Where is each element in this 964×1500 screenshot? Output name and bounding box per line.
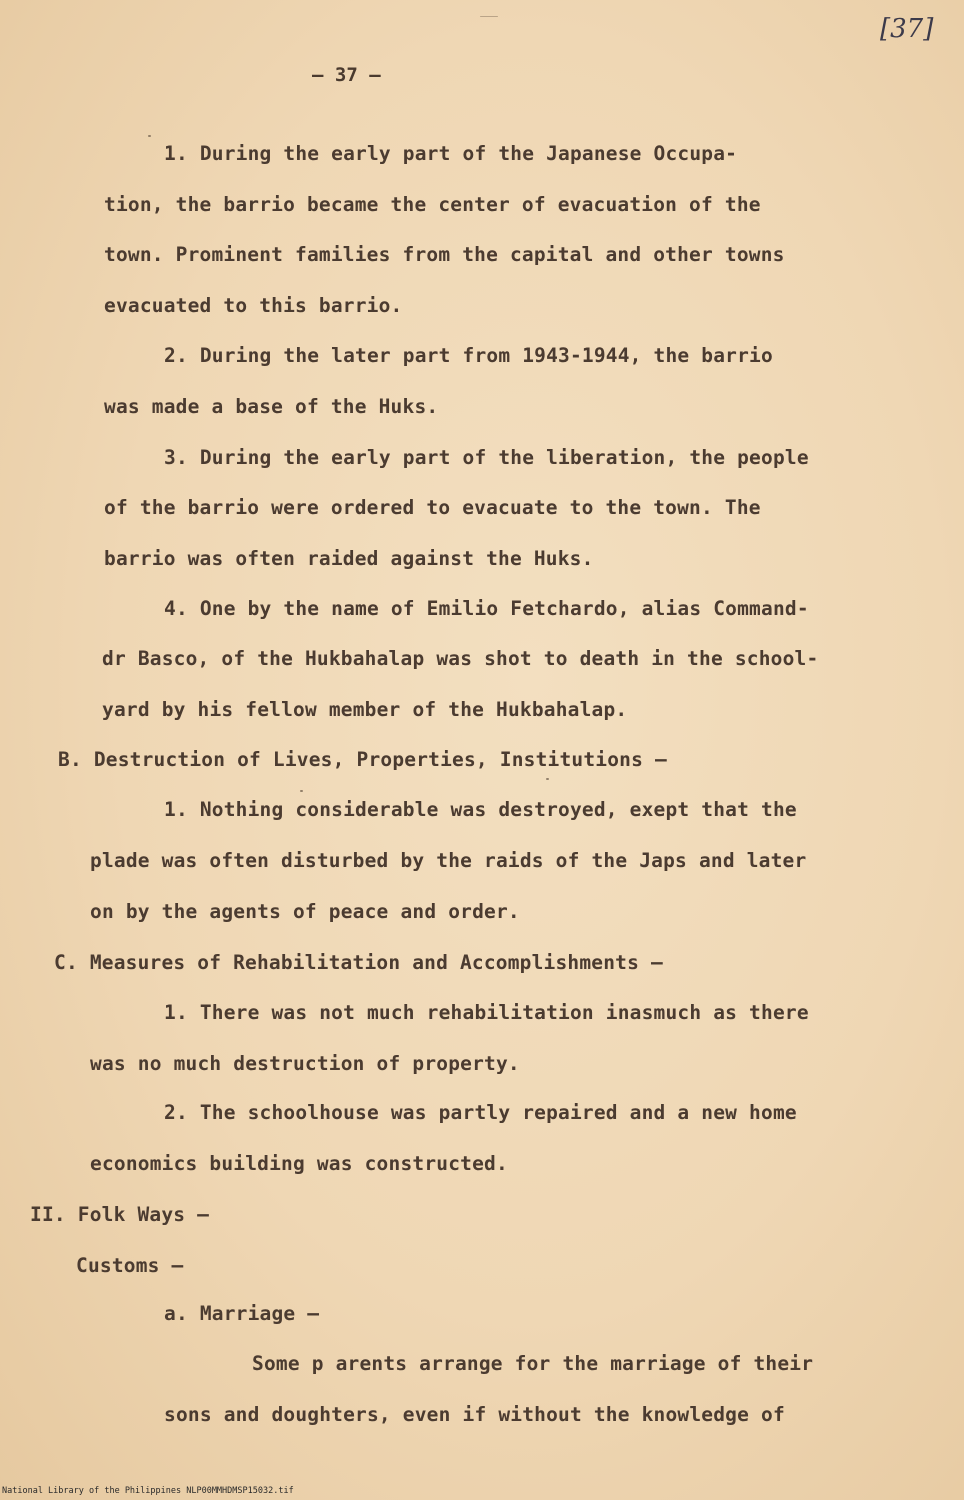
body-line: 2. During the later part from 1943-1944, the barrio [164, 344, 773, 367]
page-number-annotation: [37] [880, 14, 934, 44]
section-heading: C. Measures of Rehabilitation and Accomplishments – [54, 951, 663, 974]
paper-speck [300, 790, 303, 792]
body-line: 1. There was not much rehabilitation inasmuch as there [164, 1001, 809, 1024]
body-line: was made a base of the Huks. [104, 395, 439, 418]
body-line: yard by his fellow member of the Hukbahalap. [102, 698, 628, 721]
body-line: dr Basco, of the Hukbahalap was shot to death in the school- [102, 647, 819, 670]
body-line: on by the agents of peace and order. [90, 900, 520, 923]
body-line: sons and doughters, even if without the knowledge of [164, 1403, 785, 1426]
paper-speck [480, 16, 498, 17]
body-line: was no much destruction of property. [90, 1052, 520, 1075]
body-line: plade was often disturbed by the raids of the Japs and later [90, 849, 807, 872]
paper-speck [546, 778, 549, 780]
body-line: evacuated to this barrio. [104, 294, 403, 317]
page-number: – 37 – [312, 64, 381, 86]
paper-speck [148, 135, 151, 137]
body-line: Some p arents arrange for the marriage of their [252, 1352, 814, 1375]
body-line: town. Prominent families from the capital and other towns [104, 243, 785, 266]
section-heading: II. Folk Ways – [30, 1203, 210, 1226]
body-line: economics building was constructed. [90, 1152, 508, 1175]
subsection-heading: Customs – [76, 1254, 184, 1277]
body-line: tion, the barrio became the center of evacuation of the [104, 193, 761, 216]
body-line: 2. The schoolhouse was partly repaired and a new home [164, 1101, 797, 1124]
section-heading: B. Destruction of Lives, Properties, Institutions – [58, 748, 667, 771]
body-line: 1. During the early part of the Japanese Occupa- [164, 142, 738, 165]
body-line: barrio was often raided against the Huks. [104, 547, 594, 570]
body-line: 3. During the early part of the liberation, the people [164, 446, 809, 469]
body-line: of the barrio were ordered to evacuate to the town. The [104, 496, 761, 519]
body-line: 1. Nothing considerable was destroyed, exept that the [164, 798, 797, 821]
body-line: 4. One by the name of Emilio Fetchardo, alias Command- [164, 597, 809, 620]
subsection-heading: a. Marriage – [164, 1302, 320, 1325]
archive-footer: National Library of the Philippines NLP00MMHDMSP15032.tif [2, 1486, 294, 1496]
